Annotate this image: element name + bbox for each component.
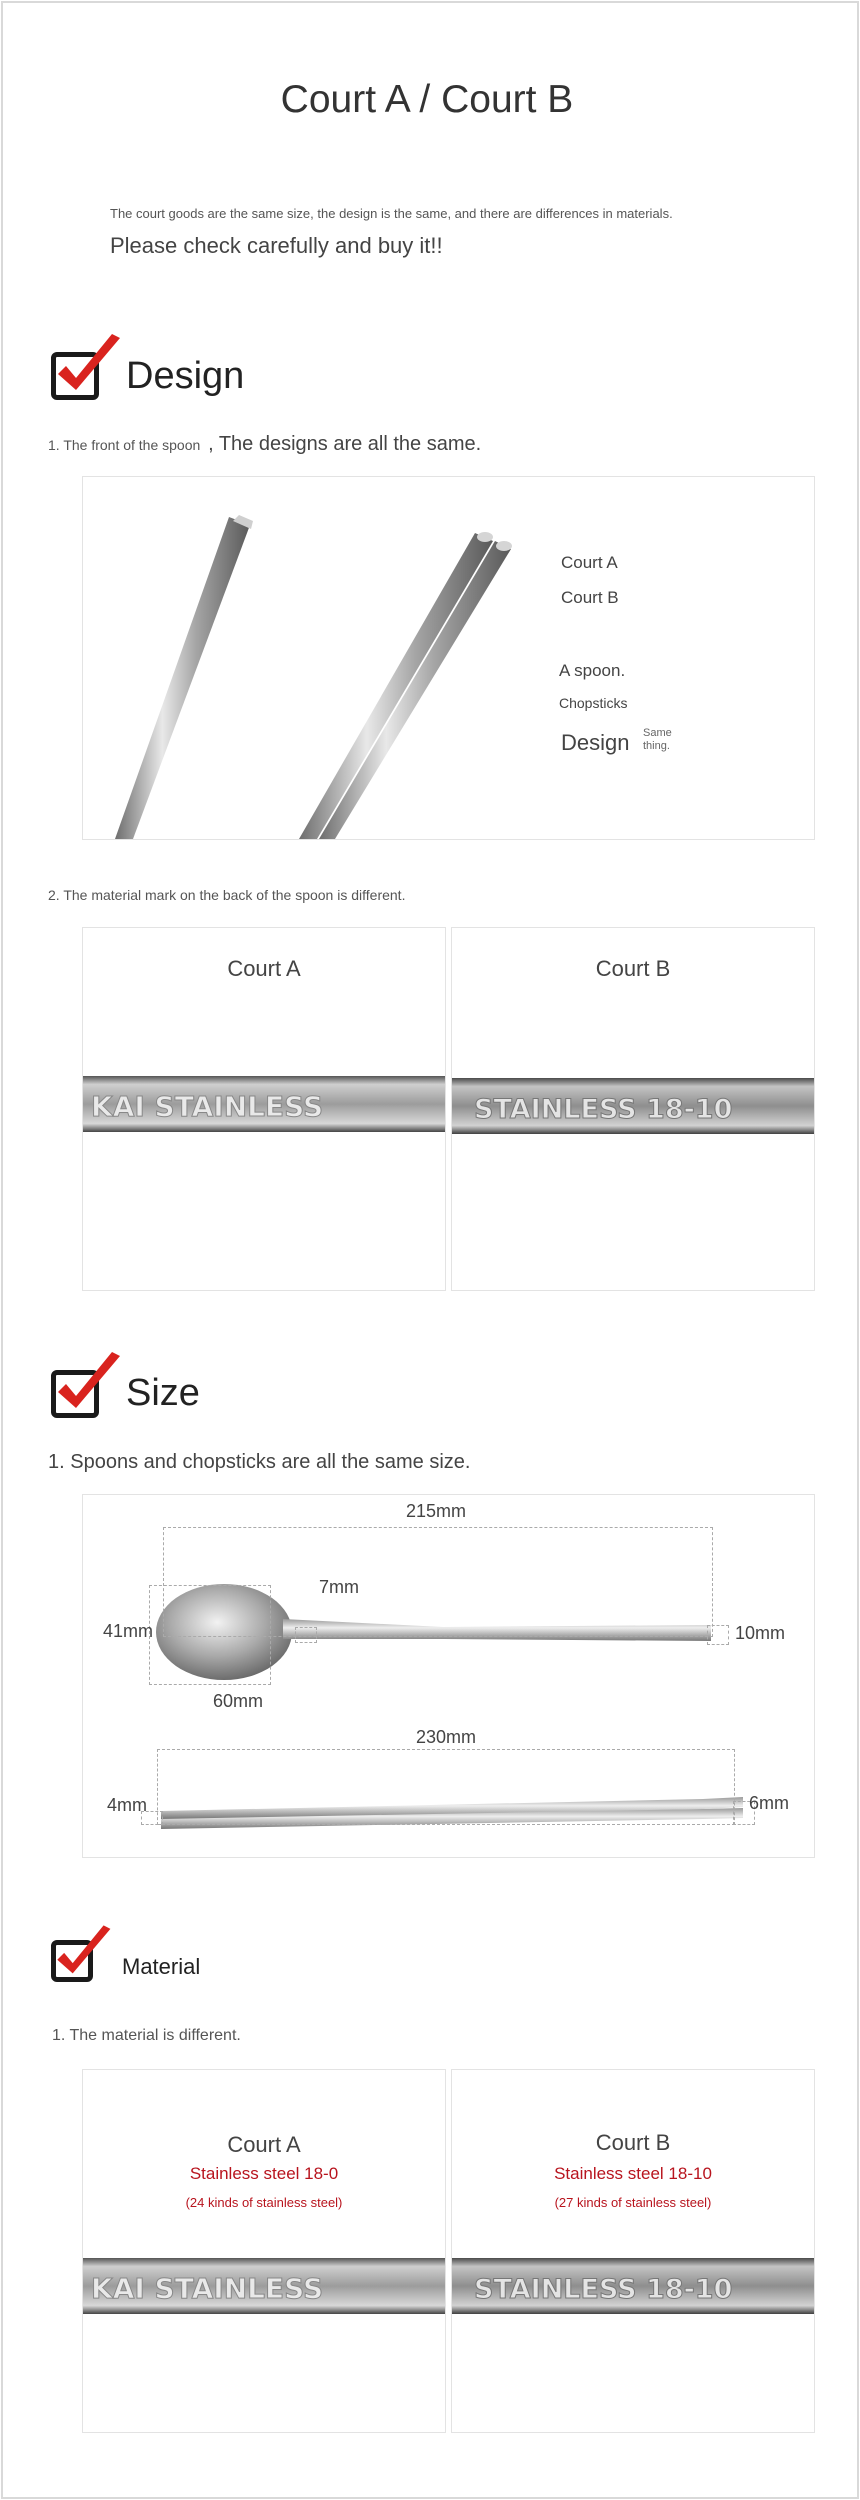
chopstick-length-label: 230mm [416, 1727, 477, 1747]
engraving-panel-b [451, 927, 815, 1291]
material-a-name: Court A [227, 2132, 301, 2157]
material-b-engraving: STAINLESS 18-10 [474, 2274, 733, 2305]
design-point-2: 2. The material mark on the back of the spoon is different. [48, 887, 406, 903]
spoon-head-guide [149, 1585, 271, 1685]
design-point-1-small: 1. The front of the spoon [48, 437, 201, 453]
material-b-photo [452, 2256, 814, 2316]
size-heading: Size [126, 1372, 200, 1414]
design-label-same: Same thing. [643, 727, 672, 752]
design-point-1 [48, 433, 481, 456]
head-width-label: 41mm [103, 1621, 154, 1641]
material-b-name: Court B [595, 2130, 671, 2155]
engraving-b-text: STAINLESS 18-10 [474, 1094, 733, 1125]
engraving-panel-b-label: Court B [595, 956, 671, 981]
spoon-end-guide [707, 1625, 729, 1645]
head-length-label: 60mm [213, 1691, 264, 1711]
design-photo-panel [82, 476, 815, 840]
size-point-1: 1. Spoons and chopsticks are all the same size. [48, 1451, 471, 1473]
chopsticks-photo [83, 477, 814, 839]
design-label-court-b: Court B [561, 588, 619, 607]
material-a-photo [83, 2256, 445, 2316]
tip-width-label: 4mm [107, 1795, 147, 1815]
engraving-a-photo [83, 1074, 445, 1134]
engraving-a-text: KAI STAINLESS [91, 1090, 324, 1123]
material-b-note: (27 kinds of stainless steel) [554, 2195, 712, 2210]
engraving-b-photo [452, 1076, 814, 1136]
intro-note: The court goods are the same size, the design is the same, and there are differences in materials. [110, 206, 673, 221]
material-b-steel: Stainless steel 18-10 [554, 2164, 712, 2183]
end-width-label: 6mm [749, 1793, 789, 1813]
neck-width-label: 7mm [319, 1577, 359, 1597]
material-point-1: 1. The material is different. [52, 2027, 241, 2044]
material-heading: Material [122, 1954, 201, 1979]
size-diagram-panel [82, 1494, 815, 1858]
handle-end-label: 10mm [735, 1623, 786, 1643]
engraving-panel-a-label: Court A [227, 956, 301, 981]
material-a-engraving: KAI STAINLESS [91, 2272, 324, 2305]
design-label-chopsticks: Chopsticks [559, 695, 628, 711]
material-panel-b [451, 2069, 815, 2433]
design-label-spoon: A spoon. [559, 661, 626, 680]
design-heading: Design [126, 355, 245, 397]
material-a-note: (24 kinds of stainless steel) [185, 2195, 343, 2210]
material-a-steel: Stainless steel 18-0 [189, 2164, 339, 2183]
chopstick-length-guide [157, 1749, 735, 1825]
spoon-length-label: 215mm [406, 1501, 467, 1521]
design-label-court-a: Court A [561, 553, 618, 572]
spoon-neck-guide [295, 1627, 317, 1643]
material-panel-a [82, 2069, 446, 2433]
intro-call-to-action: Please check carefully and buy it!! [110, 233, 443, 258]
design-label-design: Design [561, 730, 630, 755]
engraving-panel-a [82, 927, 446, 1291]
design-point-1-big: , The designs are all the same. [208, 433, 482, 455]
page-title: Court A / Court B [280, 78, 574, 121]
